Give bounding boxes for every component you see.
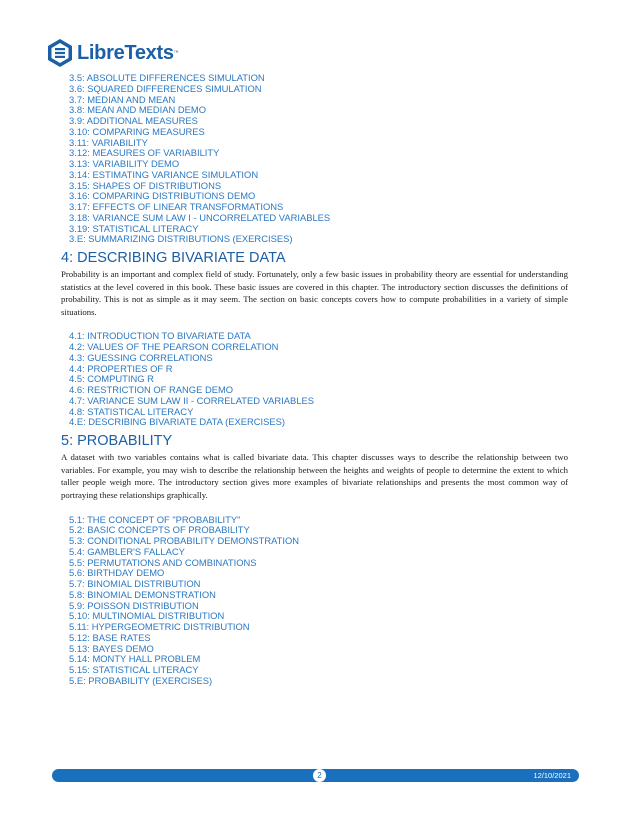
logo-trademark: ™ (173, 50, 179, 56)
page-content (61, 73, 568, 687)
toc-link[interactable]: 4.7: VARIANCE SUM LAW II - CORRELATED VARIABLES (69, 394, 315, 406)
logo-wordmark: LibreTexts (77, 41, 174, 64)
toc-link[interactable]: 3.8: MEAN AND MEDIAN DEMO (69, 104, 207, 116)
toc-link[interactable]: 5.11: HYPERGEOMETRIC DISTRIBUTION (69, 621, 250, 632)
toc-link[interactable]: 3.13: VARIABILITY DEMO (69, 158, 180, 169)
toc-list-chapter5 (61, 515, 568, 687)
toc-link[interactable]: 3.5: ABSOLUTE DIFFERENCES SIMULATION (69, 72, 265, 83)
page-number-badge: 2 (313, 769, 326, 782)
toc-link[interactable]: 4.1: INTRODUCTION TO BIVARIATE DATA (69, 330, 251, 342)
footer-date: 12/10/2021 (533, 771, 571, 780)
toc-link[interactable]: 3.9: ADDITIONAL MEASURES (69, 115, 198, 126)
toc-link[interactable]: 3.17: EFFECTS OF LINEAR TRANSFORMATIONS (69, 201, 284, 212)
toc-link[interactable]: 3.16: COMPARING DISTRIBUTIONS DEMO (69, 190, 256, 202)
chapter-5-title: 5: PROBABILITY (61, 433, 173, 450)
toc-link[interactable]: 5.E: PROBABILITY (EXERCISES) (69, 674, 213, 686)
toc-link[interactable]: 3.10: COMPARING MEASURES (69, 125, 205, 137)
toc-link[interactable]: 3.14: ESTIMATING VARIANCE SIMULATION (69, 168, 259, 180)
toc-link[interactable]: 5.9: POISSON DISTRIBUTION (69, 599, 199, 611)
toc-link[interactable]: 3.19: STATISTICAL LITERACY (69, 222, 199, 234)
toc-link[interactable]: 5.5: PERMUTATIONS AND COMBINATIONS (69, 556, 257, 568)
toc-link[interactable]: 3.15: SHAPES OF DISTRIBUTIONS (69, 179, 222, 191)
toc-link[interactable]: 4.3: GUESSING CORRELATIONS (69, 351, 213, 363)
toc-link[interactable]: 3.6: SQUARED DIFFERENCES SIMULATION (69, 82, 262, 94)
toc-link[interactable]: 5.10: MULTINOMIAL DISTRIBUTION (69, 610, 225, 622)
toc-link[interactable]: 5.8: BINOMIAL DEMONSTRATION (69, 588, 216, 600)
chapter-4-title: 4: DESCRIBING BIVARIATE DATA (61, 250, 286, 266)
toc-link[interactable]: 4.8: STATISTICAL LITERACY (69, 405, 194, 417)
page-footer (52, 769, 579, 782)
toc-link[interactable]: 4.2: VALUES OF THE PEARSON CORRELATION (69, 341, 279, 353)
toc-link[interactable]: 3.11: VARIABILITY (69, 136, 148, 148)
toc-link[interactable]: 5.3: CONDITIONAL PROBABILITY DEMONSTRATION (69, 535, 300, 546)
toc-link[interactable]: 5.1: THE CONCEPT OF "PROBABILITY" (69, 513, 241, 525)
toc-link[interactable]: 3.18: VARIANCE SUM LAW I - UNCORRELATED VARIABLES (69, 211, 331, 223)
chapter-5-description: A dataset with two variables contains what is called bivariate data. This chapter discusses ways to describe the relationship between two variables. For example, you may wish to describe the relationship between the heights and weights of people to determine the extent to which taller people weigh more. The introductory section gives more examples of bivariate relationships and presents the most common way of portraying these relationships graphically. (61, 452, 568, 500)
toc-link[interactable]: 5.7: BINOMIAL DISTRIBUTION (69, 578, 201, 589)
libretexts-logo[interactable] (46, 38, 179, 68)
toc-link[interactable]: 4.E: DESCRIBING BIVARIATE DATA (EXERCISES) (69, 416, 286, 428)
toc-link[interactable]: 4.4: PROPERTIES OF R (69, 362, 173, 374)
toc-link[interactable]: 3.12: MEASURES OF VARIABILITY (69, 147, 220, 159)
toc-link[interactable]: 5.6: BIRTHDAY DEMO (69, 567, 165, 579)
chapter-4-description: Probability is an important and complex field of study. Fortunately, only a few basic issues in probability theory are essential for understanding statistics at the level covered in this book. These basic issues are covered in this chapter. The introductory section discusses the definitions of probability. This is not as simple as it may seem. The section on basic concepts covers how to compute probabilities in a variety of simple situations. (61, 269, 568, 317)
toc-link[interactable]: 3.7: MEDIAN AND MEAN (69, 93, 176, 105)
toc-link[interactable]: 5.2: BASIC CONCEPTS OF PROBABILITY (69, 524, 250, 536)
toc-link[interactable]: 3.E: SUMMARIZING DISTRIBUTIONS (EXERCISES) (69, 233, 293, 245)
toc-link[interactable]: 5.4: GAMBLER'S FALLACY (69, 545, 185, 557)
toc-link[interactable]: 5.15: STATISTICAL LITERACY (69, 664, 199, 675)
toc-link[interactable]: 5.14: MONTY HALL PROBLEM (69, 653, 201, 665)
toc-link[interactable]: 4.5: COMPUTING R (69, 373, 154, 385)
toc-link[interactable]: 5.13: BAYES DEMO (69, 642, 154, 654)
toc-link[interactable]: 4.6: RESTRICTION OF RANGE DEMO (69, 384, 234, 396)
libretexts-hexagon-icon (46, 38, 74, 68)
toc-list-chapter4 (61, 331, 568, 428)
toc-link[interactable]: 5.12: BASE RATES (69, 631, 151, 643)
toc-list-chapter3 (61, 73, 568, 245)
